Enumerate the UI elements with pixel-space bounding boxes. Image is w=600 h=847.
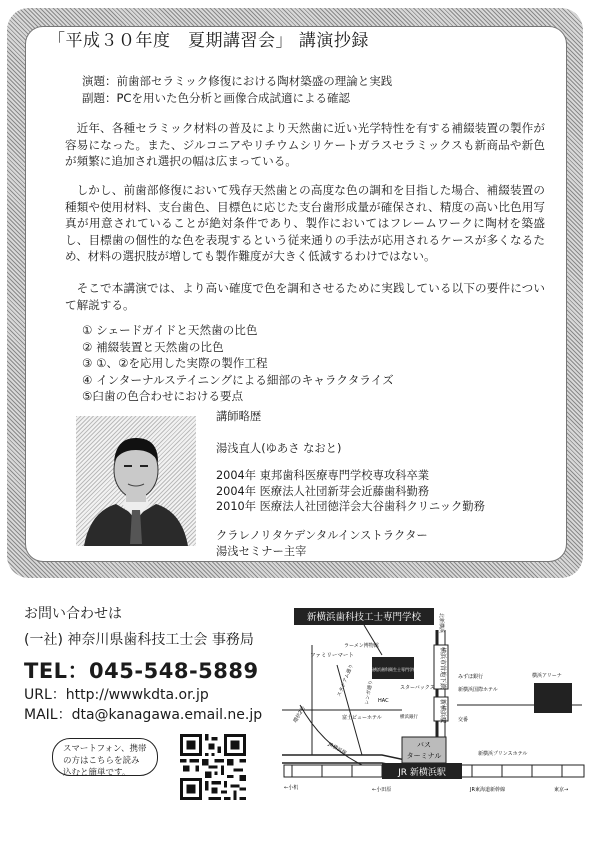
role-item: 湯浅セミナー主宰 xyxy=(216,544,307,558)
history-item: 2010年 医療法人社団徳洋会大谷歯科クリニック勤務 xyxy=(216,500,485,513)
map-renga-road: レンガ通り xyxy=(364,679,375,706)
map-hac: HAC xyxy=(378,698,389,704)
map-koban: 交番 xyxy=(458,717,469,723)
map-to-kozukue: ←小田原 xyxy=(372,787,392,793)
map-terminal-label: ターミナル xyxy=(406,752,442,760)
map-stadium-road: スタジアム通り xyxy=(336,663,355,698)
map-family-mart: ファミリーマート xyxy=(310,653,354,659)
map-shinkansen: JR東海道新幹線 xyxy=(470,787,505,793)
map-kita: 北新横浜 xyxy=(438,613,444,634)
map-subway-label: 横浜市営地下鉄 xyxy=(439,647,446,690)
profile-heading: 講師略歴 xyxy=(216,410,262,423)
contact-heading: お問い合わせは xyxy=(24,606,122,622)
map-bank: 横浜銀行 xyxy=(400,715,418,720)
map-bus-label: バス xyxy=(417,741,431,749)
lecture-subtopic: 副題：PCを用いた色分析と画像合成試適による確認 xyxy=(82,91,350,105)
map-school-label: 新横浜歯科技工士専門学校 xyxy=(306,612,422,623)
contact-phone[interactable]: TEL：045-548-5889 xyxy=(24,659,259,683)
speaker-roles xyxy=(216,528,428,559)
speaker-portrait-icon xyxy=(76,416,196,546)
topic-list xyxy=(82,322,394,405)
map-subway-station: 新横浜駅 xyxy=(439,699,446,724)
map-prince-hotel: 新横浜プリンスホテル xyxy=(478,751,528,757)
history-item: 2004年 医療法人社団新芽会近藤歯科勤務 xyxy=(216,484,430,498)
map-arena: 横浜アリーナ xyxy=(532,673,562,679)
smartphone-note: スマートフォン、携帯の方はこちらを読み込むと簡単です。 xyxy=(52,738,158,776)
qr-code[interactable] xyxy=(180,734,246,800)
map-hotel: 新横浜国際ホテル xyxy=(458,687,498,693)
map-to-kikuna: ←小机 xyxy=(284,785,299,791)
contact-org: (一社) 神奈川県歯科技工士会 事務局 xyxy=(24,632,254,648)
map-jr-station: JR 新横浜駅 xyxy=(398,768,446,778)
lecture-topic: 演題：前歯部セラミック修復における陶材築盛の理論と実践 xyxy=(82,74,393,88)
map-to-tokyo: 東京→ xyxy=(554,787,569,793)
speaker-history xyxy=(216,468,485,515)
contact-email[interactable]: MAIL：dta@kanagawa.email.ne.jp xyxy=(24,707,263,723)
map-ramen: ラーメン博物館 xyxy=(344,643,379,649)
lecture-subjects xyxy=(82,73,392,107)
list-item: ④ インターナルステイニングによる細部のキャラクタライズ xyxy=(82,372,394,387)
speaker-name: 湯浅直人(ゆあさ なおと) xyxy=(216,442,342,455)
paragraph-2: しかし、前歯部修復において残存天然歯との高度な色の調和を目指した場合、補綴装置の種類や使用材料、支台歯色、目標色に応じた支台歯形成量が確保され、精度の高い比色用写真が用意されていることが絶対条件であり、製作においてはフレームワークに陶材を築盛し、目標歯の個性的な色を表現するという従来通りの手法が応用されるケースが多くなるため、材料の選択肢が増しても製作難度が大きく低減するわけではない。 xyxy=(65,183,545,264)
contact-url[interactable]: URL：http://wwwkdta.or.jp xyxy=(24,687,209,703)
access-map xyxy=(282,605,590,815)
map-school-small: 新横浜歯科衛生士専門学校 xyxy=(369,667,417,672)
list-item: ① シェードガイドと天然歯の比色 xyxy=(82,323,258,337)
paragraph-1: 近年、各種セラミック材料の普及により天然歯に近い光学特性を有する補綴装置の製作が容易になった。また、ジルコニアやリチウムシリケートガラスセラミックスも新商品や新色が頻繁に追加され選択の幅は広まっている。 xyxy=(65,121,545,169)
list-item: ② 補綴装置と天然歯の比色 xyxy=(82,339,224,354)
list-item: ③ ①、②を応用した実際の製作工程 xyxy=(82,356,268,371)
map-kanjo-road: 環状2号 xyxy=(292,705,307,724)
page-title: 「平成３０年度 夏期講習会」 講演抄録 xyxy=(48,31,369,51)
history-item: 2004年 東邦歯科医療専門学校専攻科卒業 xyxy=(216,469,430,482)
map-fuji-hotel: 富士ビューホテル xyxy=(342,715,382,721)
paragraph-3: そこで本講演では、より高い確度で色を調和させるために実践している以下の要件について解説する。 xyxy=(65,281,545,312)
map-yokohama-line: JR横浜線 xyxy=(327,741,348,757)
map-starbucks: スターバックス xyxy=(400,685,435,691)
list-item: ⑤臼歯の色合わせにおける要点 xyxy=(82,389,244,404)
speaker-photo xyxy=(76,416,196,546)
role-item: クラレノリタケデンタルインストラクター xyxy=(216,529,428,542)
map-mizuho: みずほ銀行 xyxy=(458,674,484,680)
